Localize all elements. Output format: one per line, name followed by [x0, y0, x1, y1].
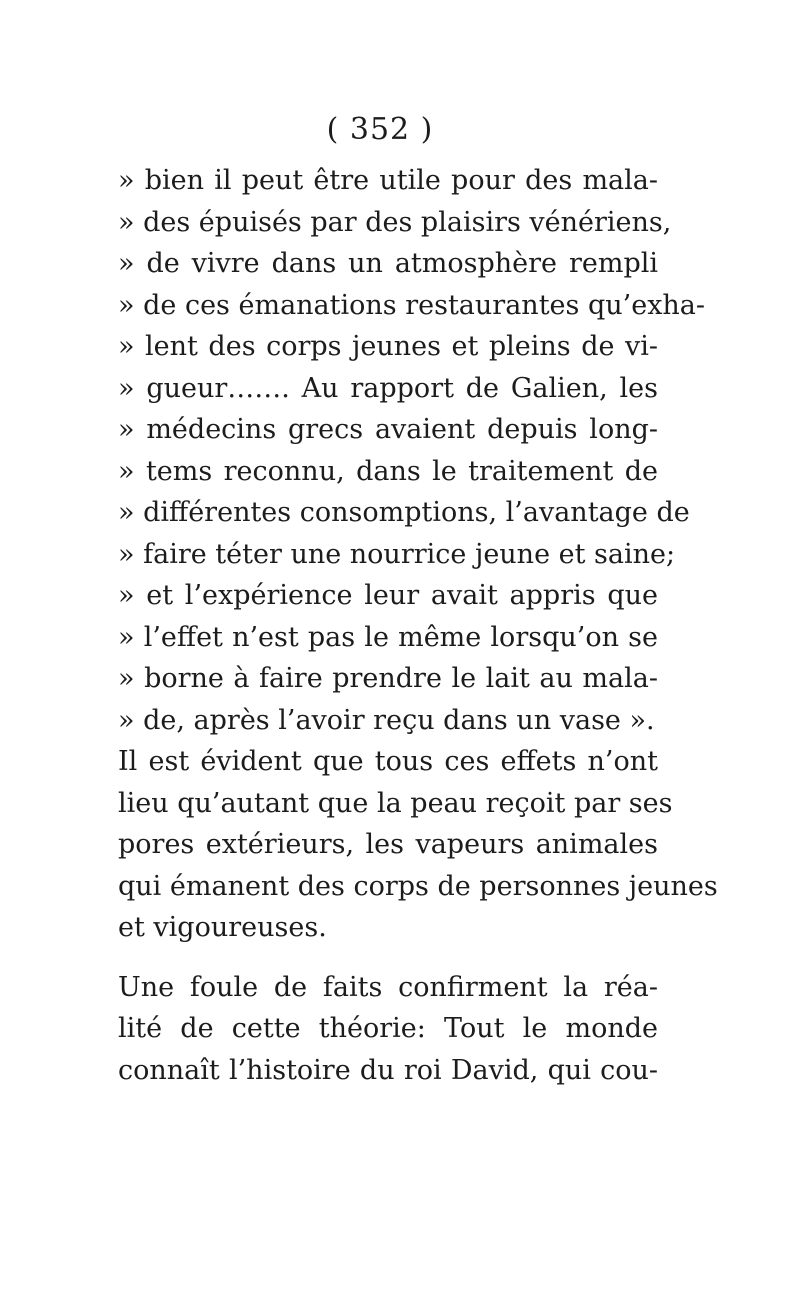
- paragraph: [118, 967, 658, 1092]
- quotation-line: » faire téter une nourrice jeune et saine;: [118, 538, 676, 570]
- quotation-line: » différentes consomptions, l’avantage de: [118, 497, 690, 528]
- quotation-line: » tems reconnu, dans le traitement de: [118, 455, 658, 487]
- quotation-line: » de vivre dans un atmosphère rempli: [118, 248, 658, 279]
- paragraph-line: connaît l’histoire du roi David, qui cou-: [118, 1054, 658, 1086]
- quotation-line: » bien il peut être utile pour des mala-: [118, 165, 658, 196]
- quotation-line: » de ces émanations restaurantes qu’exha-: [118, 289, 706, 321]
- paragraph-gap: [118, 949, 658, 967]
- quotation-line: » et l’expérience leur avait appris que: [118, 580, 658, 611]
- quotation-line: » borne à faire prendre le lait au mala-: [118, 663, 658, 694]
- paragraph-line: pores extérieurs, les vapeurs animales: [118, 829, 658, 860]
- page-text: [118, 160, 718, 1091]
- paragraph-line: et vigoureuses.: [118, 912, 327, 943]
- paragraph-line: Une foule de faits confirment la réa-: [118, 971, 658, 1003]
- quotation-line: » de, après l’avoir reçu dans un vase ».: [118, 704, 655, 736]
- paragraph-line: lité de cette théorie: Tout le monde: [118, 1013, 658, 1044]
- paragraph-line: qui émanent des corps de personnes jeunes: [118, 870, 718, 902]
- page-number: ( 352 ): [326, 112, 434, 147]
- quotation-line: » lent des corps jeunes et pleins de vi-: [118, 331, 658, 362]
- paragraph-line: Il est évident que tous ces effets n’ont: [118, 746, 658, 777]
- quotation-line: » des épuisés par des plaisirs vénériens,: [118, 206, 672, 238]
- paragraph-line: lieu qu’autant que la peau reçoit par ses: [118, 787, 673, 819]
- quotation-line: » l’effet n’est pas le même lorsqu’on se: [118, 621, 658, 653]
- quotation-line: » médecins grecs avaient depuis long-: [118, 414, 658, 445]
- quotation-line: » gueur……. Au rapport de Galien, les: [118, 372, 658, 404]
- paragraph: [118, 741, 718, 949]
- quotation-block: [118, 160, 706, 741]
